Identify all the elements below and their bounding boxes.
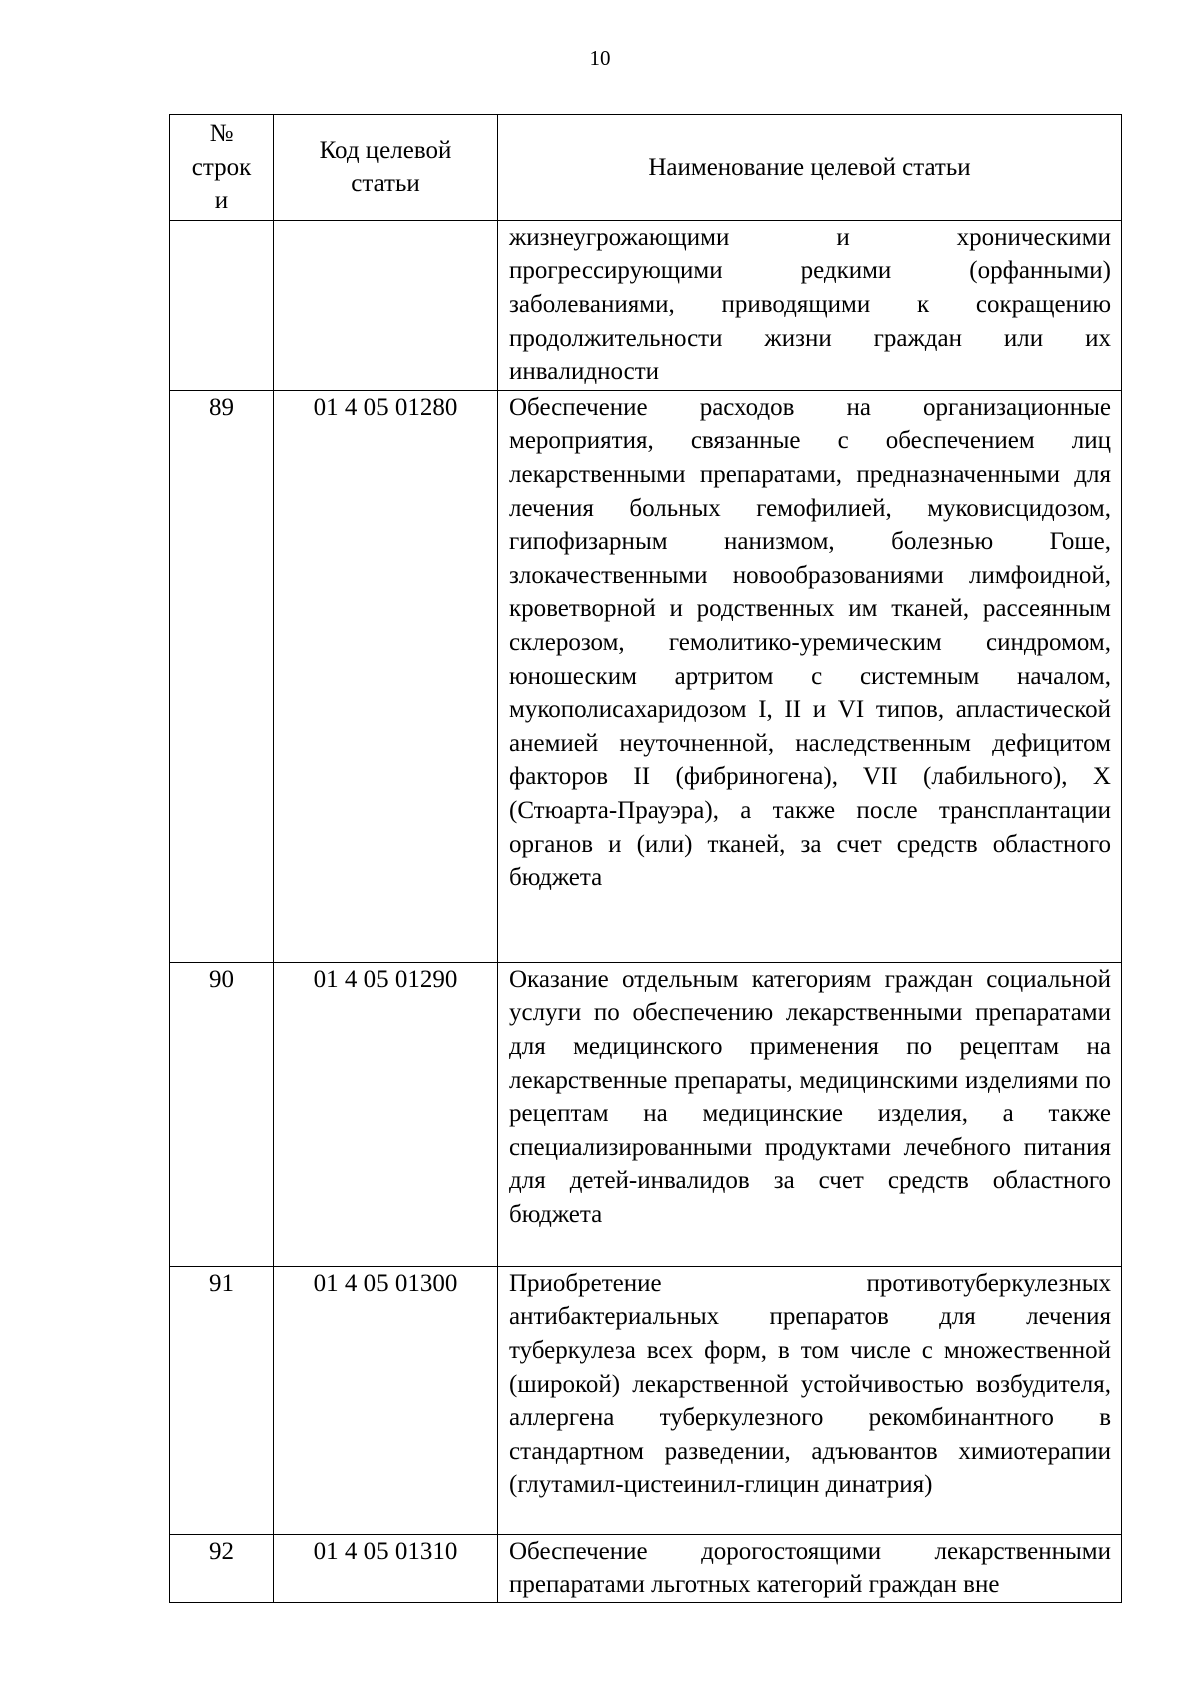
- header-article-name: Наименование целевой статьи: [498, 115, 1122, 221]
- table-row: [170, 1534, 1122, 1602]
- article-name: Оказание отдельным категориям граждан социальной услуги по обеспечению лекарственными препаратами для медицинского применения по рецептам на лекарственные препараты, медицинскими изделиями по рецептам на медицинские изделия, а также специализированными продуктами лечебного питания для детей-инвалидов за счет средств областного бюджета: [498, 962, 1122, 1266]
- table-row: [170, 390, 1122, 962]
- table-row: [170, 962, 1122, 1266]
- row-number: [170, 220, 274, 390]
- article-code: 01 4 05 01300: [274, 1266, 498, 1534]
- page-number: 10: [589, 46, 611, 70]
- article-code: 01 4 05 01280: [274, 390, 498, 962]
- table-header-row: [170, 115, 1122, 221]
- article-name: Обеспечение дорогостоящими лекарственными препаратами льготных категорий граждан вне: [498, 1534, 1122, 1602]
- article-name: Обеспечение расходов на организационные мероприятия, связанные с обеспечением лиц лекарственными препаратами, предназначенными для лечения больных гемофилией, муковисцидозом, гипофизарным нанизмом, болезнью Гоше, злокачественными новообразованиями лимфоидной, кроветворной и родственных им тканей, рассеянным склерозом, гемолитико-уремическим синдромом, юношеским артритом с системным началом, мукополисахаридозом I, II и VI типов, апластической анемией неуточненной, наследственным дефицитом факторов II (фибриногена), VII (лабильного), X (Стюарта-Прауэра), а также после трансплантации органов и (или) тканей, за счет средств областного бюджета: [498, 390, 1122, 962]
- article-code: 01 4 05 01310: [274, 1534, 498, 1602]
- target-articles-table: [169, 114, 1122, 1603]
- table-row: [170, 1266, 1122, 1534]
- table-row: [170, 220, 1122, 390]
- header-article-code: Код целевой статьи: [274, 115, 498, 221]
- row-number: 90: [170, 962, 274, 1266]
- row-number: 92: [170, 1534, 274, 1602]
- article-name: Приобретение противотуберкулезных антибактериальных препаратов для лечения туберкулеза всех форм, в том числе с множественной (широкой) лекарственной устойчивостью возбудителя, аллергена туберкулезного рекомбинантного в стандартном разведении, адъювантов химиотерапии (глутамил-цистеинил-глицин динатрия): [498, 1266, 1122, 1534]
- article-code: 01 4 05 01290: [274, 962, 498, 1266]
- row-number: 91: [170, 1266, 274, 1534]
- article-code: [274, 220, 498, 390]
- header-row-number: № строк и: [170, 115, 274, 221]
- article-name: жизнеугрожающими и хроническими прогрессирующими редкими (орфанными) заболеваниями, приводящими к сокращению продолжительности жизни граждан или их инвалидности: [498, 220, 1122, 390]
- row-number: 89: [170, 390, 274, 962]
